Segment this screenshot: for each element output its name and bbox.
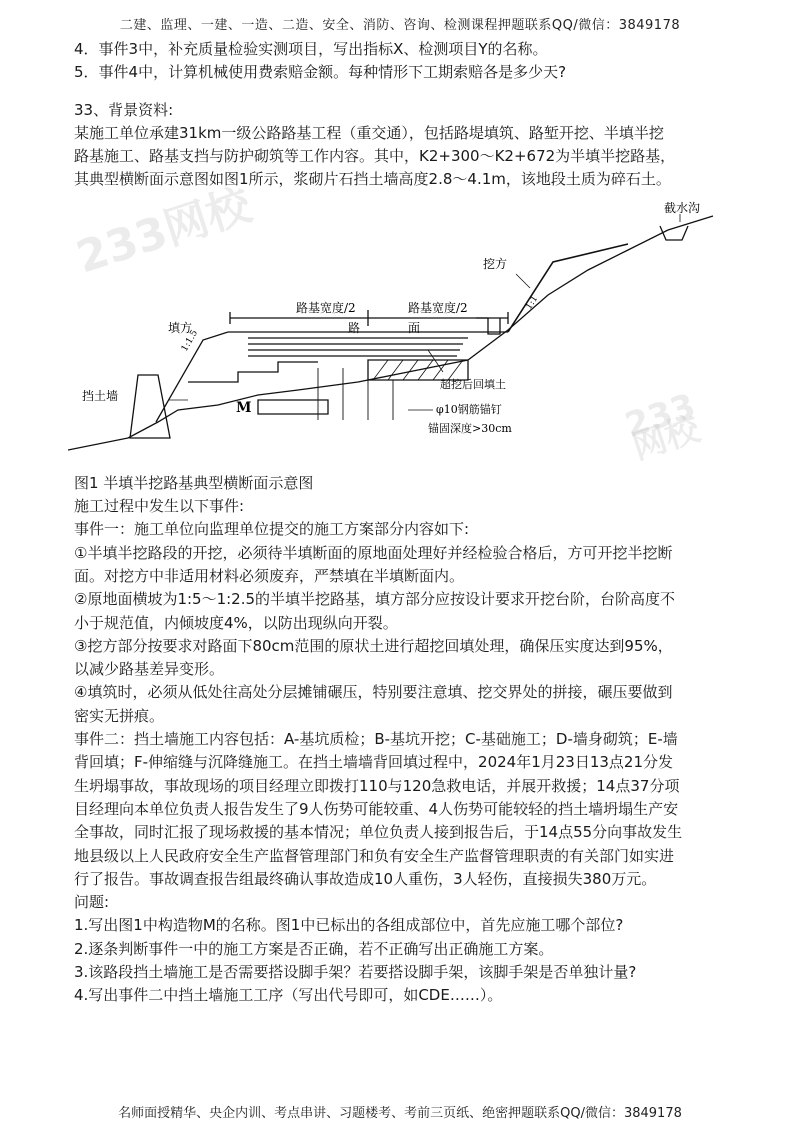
label-half-width-right: 路基宽度/2 [408, 300, 468, 315]
figure-caption: 图1 半填半挖路基典型横断面示意图 [74, 473, 314, 492]
cross-section-drawing [68, 200, 728, 468]
event1-line: ③挖方部分按要求对路面下80cm范围的原状土进行超挖回填处理，确保压实度达到95%， [74, 636, 673, 655]
label-ditch: 截水沟 [664, 200, 701, 215]
question-4: 4.写出事件二中挡土墙施工工序（写出代号即可，如CDE……）。 [74, 986, 503, 1005]
event2-line: 全事故，同时汇报了现场救援的基本情况；单位负责人接到报告后，于14点55分向事故发生 [74, 823, 683, 842]
event1-line: ④填筑时，必须从低处往高处分层摊铺碾压，特别要注意填、挖交界处的拼接，碾压要做到 [74, 683, 673, 702]
prev-question-5: 5．事件4中，计算机械使用费索赔金额。每种情形下工期索赔各是多少天? [74, 63, 567, 82]
section-title: 33、背景资料: [74, 100, 174, 119]
label-cut: 挖方 [483, 256, 508, 271]
event1-line: ②原地面横坡为1:5～1:2.5的半填半挖路基，填方部分应按设计要求开挖台阶，台阶高度不 [74, 590, 676, 609]
document-body [70, 38, 734, 1008]
label-retaining-wall: 挡土墙 [82, 388, 119, 403]
label-slope-fill: 1:1.5 [179, 328, 201, 354]
label-half-width-left: 路基宽度/2 [296, 300, 356, 315]
question-2: 2.逐条判断事件一中的施工方案是否正确，若不正确写出正确施工方案。 [74, 939, 554, 958]
label-slope-cut: 1:1 [524, 293, 541, 312]
page-header: 二建、监理、一建、一造、二造、安全、消防、咨询、检测课程押题联系QQ/微信：3849178 [119, 18, 681, 33]
background-line: 某施工单位承建31km一级公路路基工程（重交通），包括路堤填筑、路堑开挖、半填半挖 [74, 123, 664, 142]
prev-question-4: 4．事件3中，补充质量检验实测项目，写出指标X、检测项目Y的名称。 [74, 40, 548, 58]
label-road: 路 [348, 320, 361, 335]
event2-line: 背回填；F-伸缩缝与沉降缝施工。在挡土墙墙背回填过程中，2024年1月23日13点21分发 [74, 753, 674, 772]
label-anchor-depth: 锚固深度>30cm [428, 421, 512, 435]
question-3: 3.该路段挡土墙施工是否需要搭设脚手架？若要搭设脚手架，该脚手架是否单独计量? [74, 963, 637, 982]
events-intro: 施工过程中发生以下事件: [74, 497, 245, 516]
label-surface: 面 [408, 320, 421, 335]
event2-line: 目经理向本单位负责人报告发生了9人伤势可能较重、4人伤势可能较轻的挡土墙坍塌生产安 [74, 799, 679, 818]
questions-title: 问题: [74, 893, 110, 912]
background-line: 路基施工、路基支挡与防护砌筑等工作内容。其中，K2+300～K2+672为半填半挖路基， [74, 147, 676, 166]
event2-line: 事件二：挡土墙施工内容包括：A-基坑质检；B-基坑开挖；C-基础施工；D-墙身砌筑；E-墙 [74, 730, 678, 749]
label-anchor: φ10钢筋锚钉 [436, 402, 502, 416]
event1-line: 面。对挖方中非适用材料必须废弃，严禁填在半填断面内。 [74, 566, 465, 585]
watermark: 233网校 [620, 385, 705, 469]
label-overexcavation: 超挖后回填土 [440, 377, 506, 391]
page-footer: 名师面授精华、央企内训、考点串讲、习题楼考、考前三页纸、绝密押题联系QQ/微信：3849178 [118, 1106, 682, 1121]
question-1: 1.写出图1中构造物M的名称。图1中已标出的各组成部位中，首先应施工哪个部位? [74, 916, 624, 935]
event1-line: 密实无拼痕。 [74, 706, 165, 725]
label-fill: 填方 [168, 320, 193, 335]
event1-line: 以减少路基差异变形。 [74, 660, 225, 679]
background-line: 其典型横断面示意图如图1所示，浆砌片石挡土墙高度2.8～4.1m，该地段土质为碎石土。 [74, 170, 671, 189]
watermark: 233网校 [70, 179, 258, 284]
label-structure-m: M [236, 399, 252, 416]
event2-line: 生坍塌事故，事故现场的项目经理立即拨打110与120急救电话，并展开救援；14点37分项 [74, 776, 680, 795]
event1-line: ①半填半挖路段的开挖，必须待半填断面的原地面处理好并经检验合格后，方可开挖半挖断 [74, 543, 673, 562]
event2-line: 行了报告。事故调查报告组最终确认事故造成10人重伤，3人轻伤，直接损失380万元。 [74, 869, 657, 888]
event1-line: 小于规范值，内倾坡度4%，以防出现纵向开裂。 [74, 613, 398, 632]
event1-line: 事件一：施工单位向监理单位提交的施工方案部分内容如下: [74, 520, 470, 539]
event2-line: 地县级以上人民政府安全生产监督管理部门和负有安全生产监督管理职责的有关部门如实进 [74, 846, 675, 865]
